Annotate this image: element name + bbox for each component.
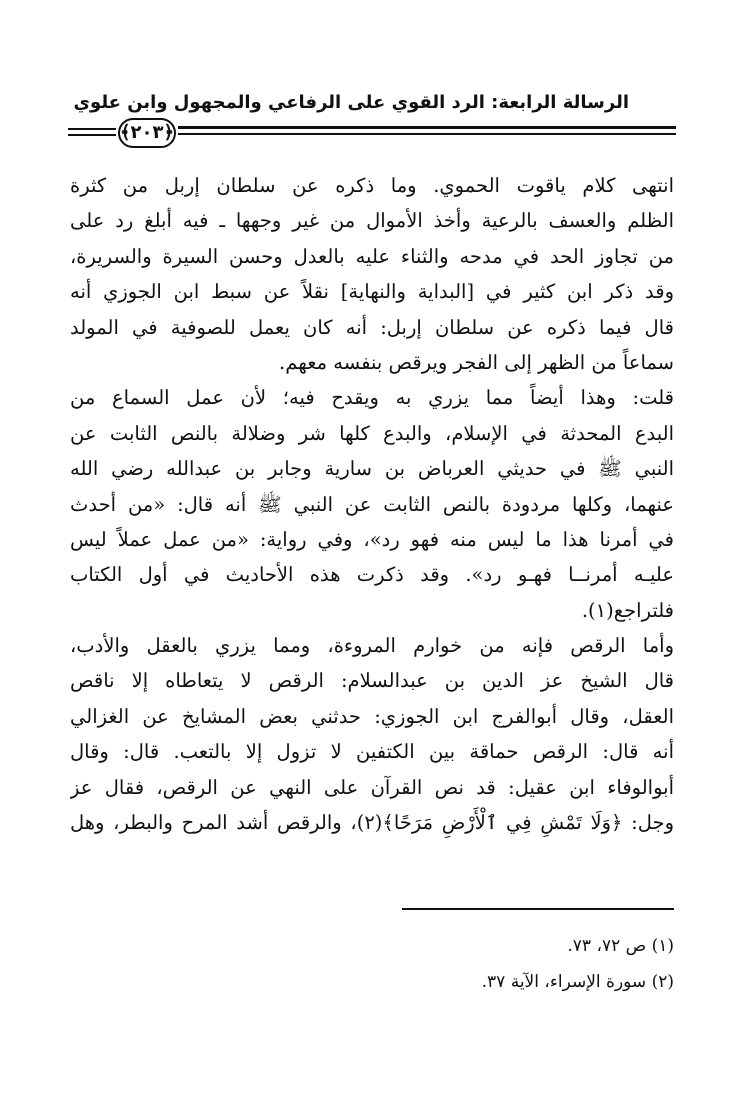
page-number: ﴿٢٠٣﴾	[118, 118, 176, 148]
running-header-title: الرسالة الرابعة: الرد القوي على الرفاعي والمجهول وابن علوي	[73, 92, 629, 113]
main-text	[70, 168, 674, 840]
text-line: عنهما، وكلها مردودة بالنص الثابت عن النبي ﷺ أنه قال: «من أحدث	[70, 492, 674, 516]
header-rule-left-lower	[68, 134, 116, 136]
text-line: وجل: ﴿وَلَا تَمْشِ فِي ٱلْأَرْضِ مَرَحًا﴾(٢)، والرقص أشد المرح والبطر، وهل	[70, 811, 674, 835]
text-line: النبي ﷺ في حديثي العرباض بن سارية وجابر بن عبدالله رضي الله	[70, 457, 674, 481]
text-line: الظلم والعسف بالرعية وأخذ الأموال من غير وجهها ـ فيه أبلغ رد على	[70, 209, 674, 233]
text-line: قال فيما ذكره عن سلطان إربل: أنه كان يعمل للصوفية في المولد	[70, 315, 674, 339]
text-line: وأما الرقص فإنه من خوارم المروءة، ومما يزري بالعقل والأدب،	[70, 634, 674, 658]
text-line: من تجاوز الحد في مدحه والثناء عليه بالعدل وحسن السيرة والسريرة،	[70, 244, 674, 268]
footnote-separator	[402, 908, 674, 910]
text-line: العقل، وقال أبوالفرج ابن الجوزي: حدثني بعض المشايخ عن الغزالي	[70, 704, 674, 728]
header-rule-left	[68, 128, 116, 130]
text-line: انتهى كلام ياقوت الحموي. وما ذكره عن سلطان إربل من كثرة	[70, 174, 674, 197]
text-line: البدع المحدثة في الإسلام، والبدع كلها شر وضلالة بالنص الثابت عن	[70, 421, 674, 445]
text-line: فلتراجع(١).	[581, 598, 674, 622]
text-line: سماعاً من الظهر إلى الفجر ويرقص بنفسه معهم.	[279, 350, 674, 374]
text-line: في أمرنا هذا ما ليس منه فهو رد»، وفي رواية: «من عمل عملاً ليس	[70, 527, 674, 551]
footnotes	[300, 928, 674, 1000]
text-line: قلت: وهذا أيضاً مما يزري به ويقدح فيه؛ لأن عمل السماع من	[70, 386, 674, 410]
text-line: وقد ذكر ابن كثير في [البداية والنهاية] نقلاً عن سبط ابن الجوزي أنه	[70, 280, 674, 304]
text-line: أنه قال: الرقص حماقة بين الكتفين لا تزول إلا بالتعب. قال: وقال	[70, 740, 674, 764]
text-line: عليـه أمرنــا فهـو رد». وقد ذكرت هذه الأحاديث في أول الكتاب	[70, 563, 674, 587]
footnote: (١) ص ٧٢، ٧٣.	[567, 936, 674, 956]
header-rule-main-lower	[178, 133, 676, 135]
text-line: قال الشيخ عز الدين بن عبدالسلام: الرقص لا يتعاطاه إلا ناقص	[70, 669, 674, 693]
text-line: أبوالوفاء ابن عقيل: قد نص القرآن على النهي عن الرقص، فقال عز	[70, 775, 674, 799]
header-rule-main	[178, 126, 676, 129]
footnote: (٢) سورة الإسراء، الآية ٣٧.	[481, 972, 674, 992]
